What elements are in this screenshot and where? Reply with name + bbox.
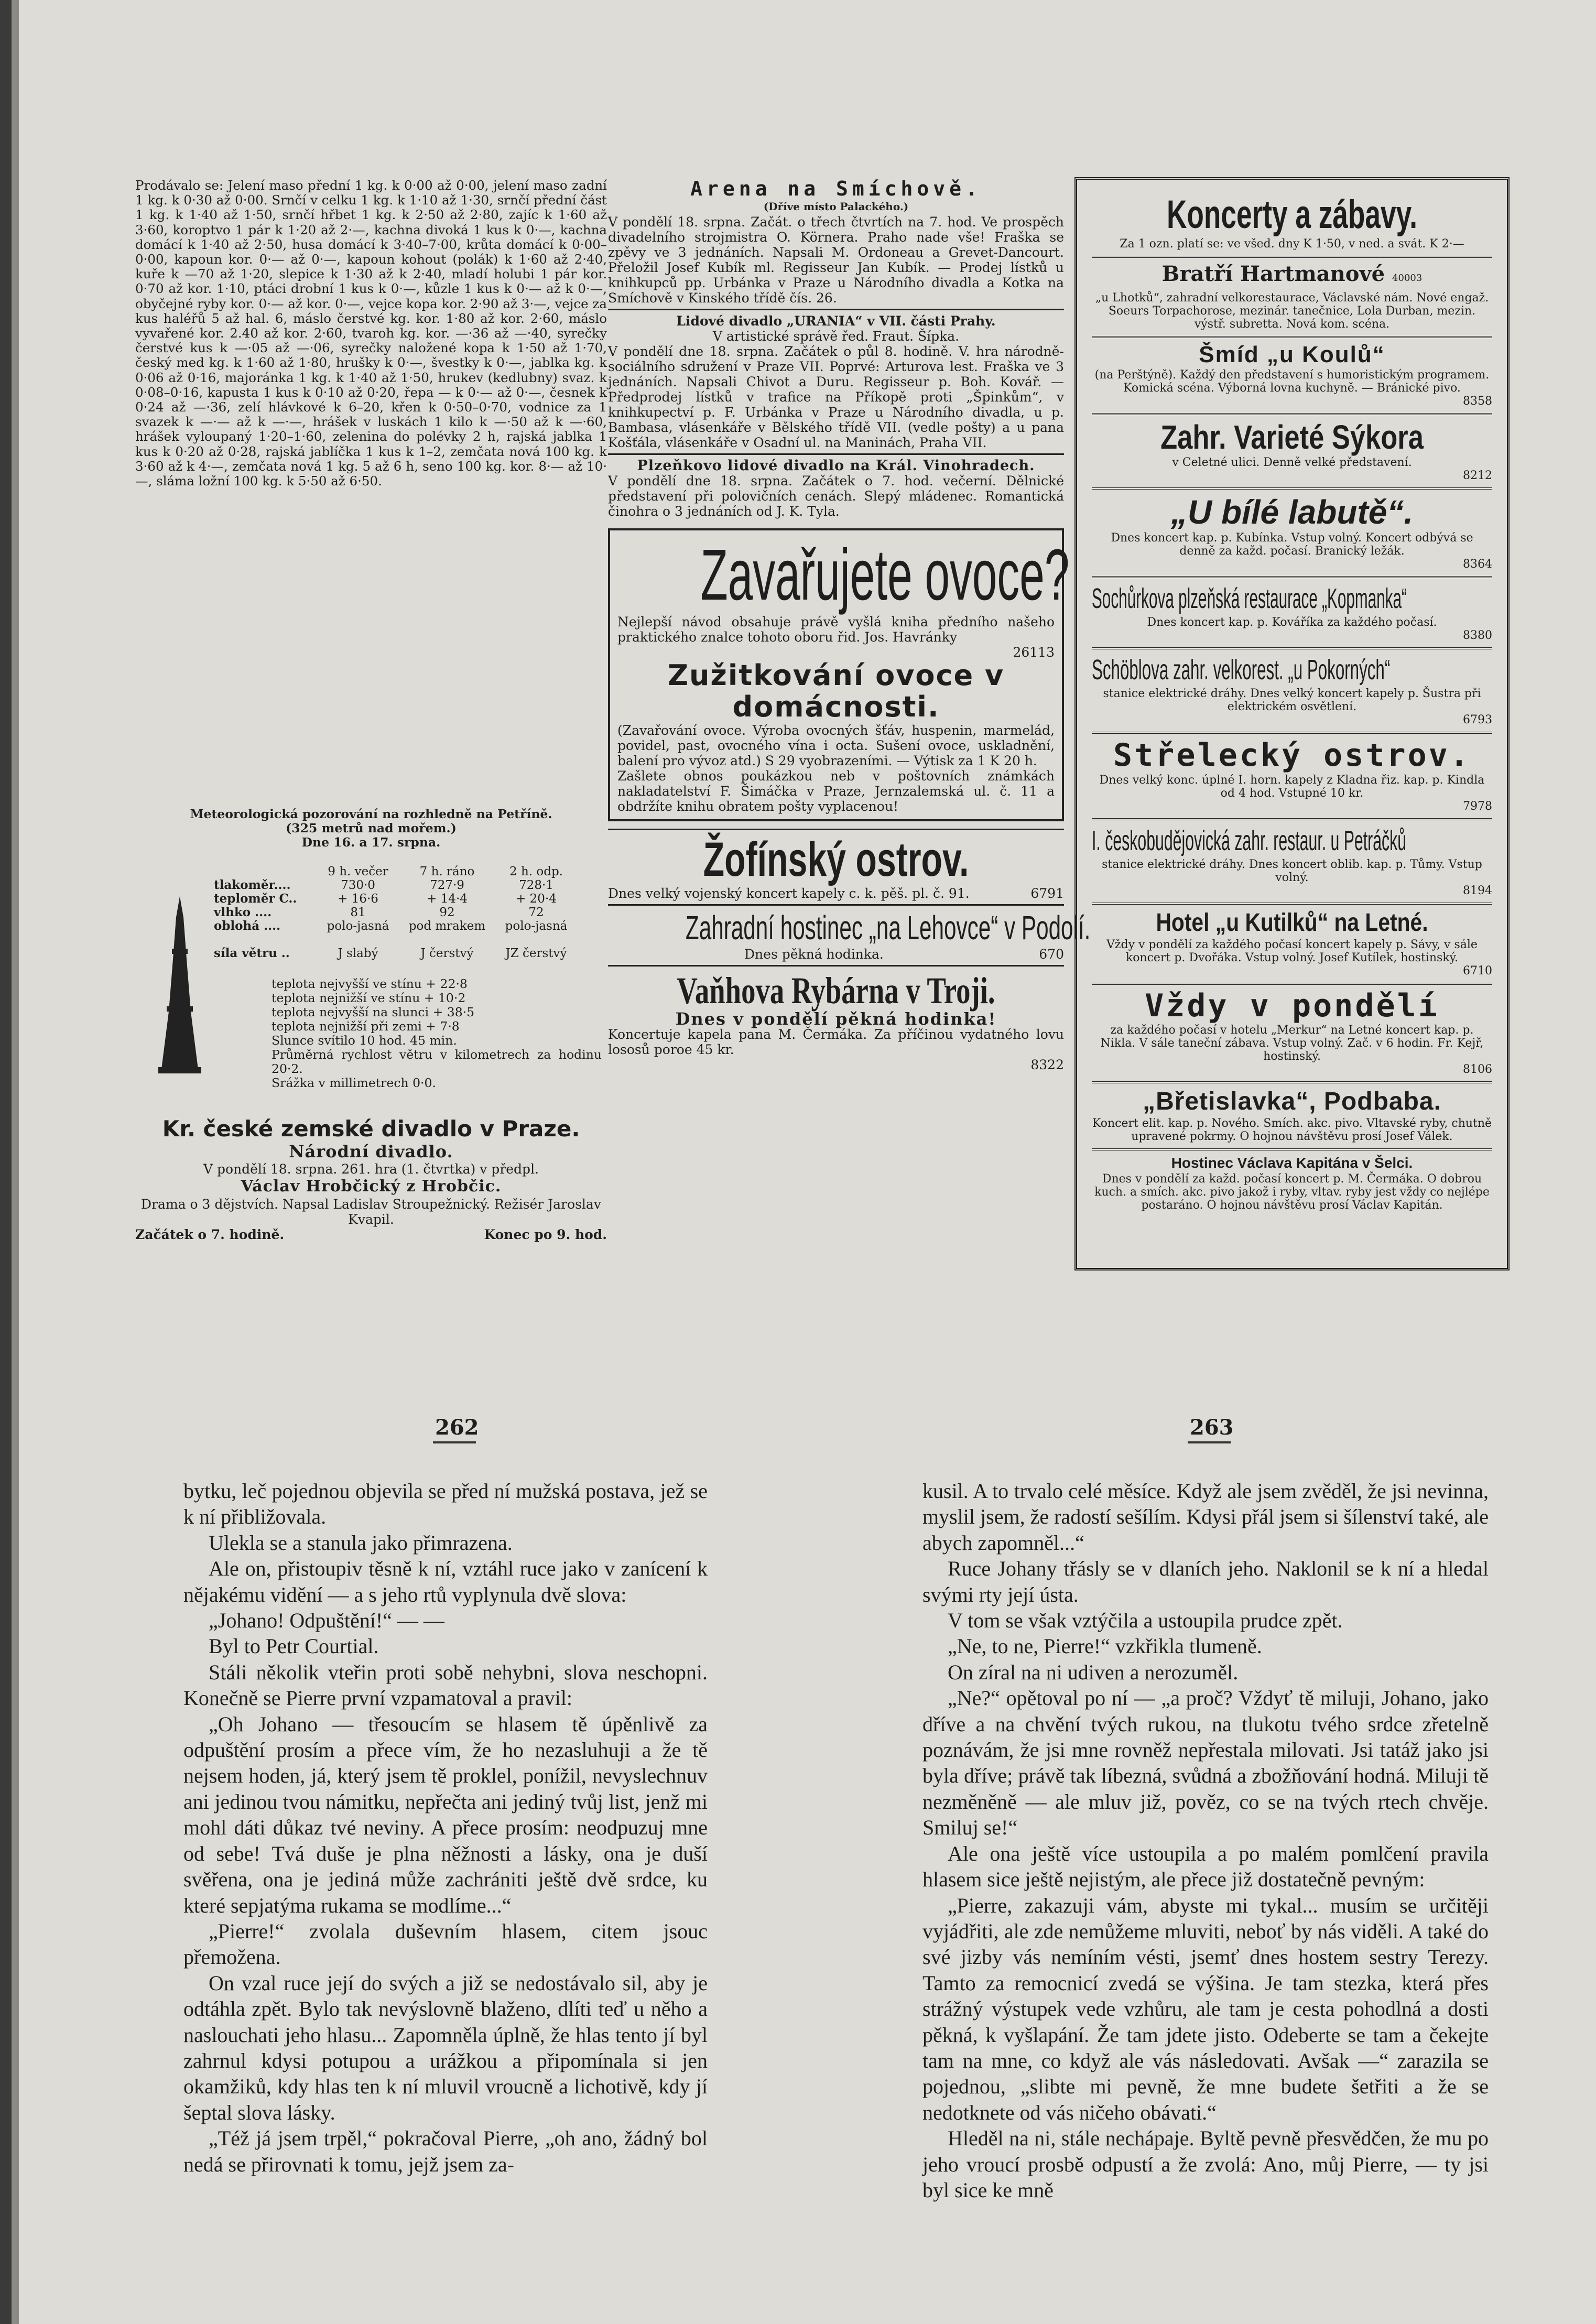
theatre-play: Václav Hrobčický z Hrobčic. bbox=[241, 1177, 502, 1196]
pokorny-ad bbox=[1092, 649, 1492, 734]
labute-text: Dnes koncert kap. p. Kubínka. Vstup volný. Koncert odbývá se denně za každ. počasí. Branický ležák. bbox=[1111, 531, 1473, 558]
meteo-date: Dne 16. a 17. srpna. bbox=[301, 835, 441, 850]
bretislavka-text: Koncert elit. kap. p. Nového. Smích. akc. pivo. Vltavské ryby, chutně upravené pokrmy. O hojnou návštěvu prosí Josef Válek. bbox=[1092, 1117, 1492, 1143]
novel-paragraph: „Johano! Odpuštění!“ — — bbox=[209, 1609, 444, 1633]
smid-title: Šmíd „u Koulů“ bbox=[1199, 342, 1385, 367]
pondeli-ad bbox=[1092, 985, 1492, 1083]
novel-page-left bbox=[183, 1478, 708, 2177]
meteo-cell: JZ čerstvý bbox=[505, 947, 567, 960]
kopmanka-ad bbox=[1092, 578, 1492, 649]
meteo-label: vlhko .... bbox=[214, 905, 272, 919]
kutilek-ad bbox=[1092, 905, 1492, 985]
meteo-table bbox=[214, 865, 602, 1090]
meteo-cell: J čerstvý bbox=[420, 947, 474, 960]
kapitan-text: Dnes v pondělí za každ. počasí koncert p. M. Čermáka. O dobrou kuch. a smích. akc. pivo jakož i ryby, vltav. ryby jest vždy co nejlépe postaráno. O hojnou návštěvu prosí Václav Kapitán. bbox=[1094, 1172, 1490, 1212]
petracek-number: 8194 bbox=[1463, 884, 1492, 897]
kutilek-number: 6710 bbox=[1463, 964, 1492, 978]
meteo-cell: + 20·4 bbox=[516, 892, 557, 906]
zavarujete-title: Zavařujete ovoce? bbox=[700, 535, 1070, 615]
petracek-ad bbox=[1092, 820, 1492, 905]
kopmanka-number: 8380 bbox=[1463, 629, 1492, 642]
meteo-label: teploměr C.. bbox=[214, 892, 297, 906]
koncerty-title: Koncerty a zábavy. bbox=[1166, 192, 1418, 237]
meteo-header: 7 h. ráno bbox=[419, 865, 475, 878]
zuzitkovani-title: Zužitkování ovoce v domácnosti. bbox=[667, 659, 1005, 723]
kopmanka-text: Dnes koncert kap. p. Kováříka za každého počasí. bbox=[1147, 616, 1437, 629]
zofin-number: 6791 bbox=[1030, 886, 1064, 901]
petrin-tower-icon bbox=[156, 896, 203, 1074]
novel-paragraph: On zíral na ni udiven a nerozuměl. bbox=[948, 1660, 1239, 1684]
smid-number: 8358 bbox=[1463, 395, 1492, 408]
meteo-cell: pod mrakem bbox=[408, 919, 486, 933]
meteo-row bbox=[214, 878, 602, 892]
hartman-name: Bratří Hartmanové bbox=[1161, 262, 1385, 286]
bretislavka-title: „Břetislavka“, Podbaba. bbox=[1143, 1088, 1441, 1115]
plzenkovo-text: V pondělí dne 18. srpna. Začátek o 7. hod. večerní. Dělnické představení při polovičních cenách. Slepý mládenec. Romantická činohra o 3 jednáních od J. K. Tyla. bbox=[608, 473, 1064, 519]
meteo-label: oblohá .... bbox=[214, 919, 281, 933]
labute-title: „U bílé labutě“. bbox=[1170, 493, 1414, 531]
divider bbox=[608, 309, 1064, 310]
meteo-row bbox=[214, 947, 602, 974]
pokorny-number: 6793 bbox=[1463, 713, 1492, 726]
pokorny-text: stanice elektrické dráhy. Dnes velký koncert kapely p. Šustra při elektrickém osvětlení. bbox=[1103, 687, 1481, 713]
urania-title: Lidové divadlo „URANIA“ v VII. části Prahy. bbox=[676, 313, 996, 329]
novel-paragraph: Ale on, přistoupiv těsně k ní, vztáhl ruce jako v zanícení k nějakému vidění — a s jeho rtů vyplynula dvě slova: bbox=[183, 1557, 708, 1606]
meteo-title: Meteorologická pozorování na rozhledně na Petříně. bbox=[190, 807, 552, 821]
pondeli-title: Vždy v pondělí bbox=[1145, 987, 1439, 1024]
plzenkovo-title: Plzeňkovo lidové divadlo na Král. Vinohradech. bbox=[637, 458, 1035, 474]
meteo-cell: + 14·4 bbox=[427, 892, 468, 906]
meteo-extra-line: teplota nejvyšší ve stínu + 22·8 bbox=[272, 976, 468, 991]
divider bbox=[608, 829, 1064, 830]
hartman-text: „u Lhotků“, zahradní velkorestaurace, Václavské nám. Nové engaž. Soeurs Torpachorose, mezinár. tanečnice, Lola Durban, mezin. výstř. subretta. Nová kom. scéna. bbox=[1095, 291, 1489, 331]
book-binding bbox=[0, 0, 12, 2324]
theatre-times bbox=[135, 1227, 607, 1242]
meteo-extra-line: Srážka v millimetrech 0·0. bbox=[272, 1076, 436, 1090]
national-theatre bbox=[135, 1116, 607, 1242]
theatre-line2: Drama o 3 dějstvích. Napsal Ladislav Stroupežnický. Režisér Jaroslav Kvapil. bbox=[141, 1197, 601, 1227]
meteo-cell: 72 bbox=[528, 906, 544, 919]
vanhova-text: Dnes v pondělí pěkná hodinka! bbox=[675, 1009, 997, 1029]
novel-page-right bbox=[922, 1478, 1489, 2203]
novel-paragraph: V tom se však vztýčila a ustoupila prudce zpět. bbox=[948, 1609, 1343, 1633]
pokorny-title: Schöblova zahr. velkorest. „u Pokorných“ bbox=[1092, 654, 1391, 686]
novel-paragraph: bytku, leč pojednou objevila se před ní mužská postava, jež se k ní přibližovala. bbox=[183, 1479, 708, 1529]
arena-text: V pondělí 18. srpna. Začát. o třech čtvrtích na 7. hod. Ve prospěch divadelního strojmistra O. Körnera. Praho nade vše! Fraška se zpěvy ve 3 jednáních. Napsali M. Ordoneau a Grevet-Dancourt. Přeložil Josef Kubík ml. Regisseur Jan Kubík. — Prodej lístků u knihkupců pp. Urbánka v Praze u Národního divadla a Kotka na Smíchově v Kinského třídě čís. 26. bbox=[608, 214, 1064, 306]
meteo-extra bbox=[214, 977, 602, 1090]
vanhova-title: Vaňhova Rybárna v Troji. bbox=[677, 970, 995, 1012]
sykora-ad bbox=[1092, 415, 1492, 490]
page-number-right: 263 bbox=[1190, 1415, 1234, 1440]
theatre-subtitle: Národní divadlo. bbox=[289, 1142, 453, 1161]
novel-paragraph: „Pierre, zakazuji vám, abyste mi tykal... musím se určitěji vyjádřiti, ale zde nemůžeme mluviti, neboť by nás viděli. A také do své jizby vás nemíním vésti, jsemť dnes hostem sestry Terezy. Tamto za remocnicí zvedá se výšina. Je tam stezka, která přes strážný výstupek vede vzhůru, ale tam je cesta pohodlná a dosti pěkná, k vyšlapání. Že tam jdete jisto. Odeberte se tam a čekejte tam na mne, co když ale vás následovati. Avšak —“ zarazila se pojednou, „slibte mi pevně, že mne budete šetřiti a že se nedotknete od vás ničeho obávati.“ bbox=[922, 1893, 1489, 2124]
meteo-header: 2 h. odp. bbox=[509, 865, 563, 878]
concerts-column bbox=[1074, 177, 1510, 1270]
kutilek-text: Vždy v pondělí za každého počasí koncert kapely p. Sávy, v sále koncert p. Dvořáka. Vstup volný. Josef Kutílek, hostinský. bbox=[1106, 938, 1478, 964]
petracek-text: stanice elektrické dráhy. Dnes koncert oblib. kap. p. Tůmy. Vstup volný. bbox=[1102, 858, 1482, 884]
vanhova-text2: Koncertuje kapela pana M. Čermáka. Za příčinou vydatného lovu lososů poroe 45 kr. bbox=[608, 1027, 1064, 1057]
kapitan-ad bbox=[1092, 1150, 1492, 1212]
meteo-row bbox=[214, 906, 602, 919]
meteo-extra-line: Průměrná rychlost větru v kilometrech za hodinu 20·2. bbox=[272, 1047, 602, 1076]
meteo-cell: 730·0 bbox=[341, 878, 375, 892]
pondeli-text: za každého počasí v hotelu „Merkur“ na Letné koncert kap. p. Nikla. V sále taneční zábava. Vstup volný. Zač. v 6 hodin. Fr. Kejř, hostinský. bbox=[1100, 1024, 1484, 1063]
market-text: Prodávalo se: Jelení maso přední 1 kg. k 0·00 až 0·00, jelení maso zadní 1 kg. k 0·30 až 0·00. Srnčí v celku 1 kg. k 1·10 až 1·30, srnčí přední část 1 kg. k 1·40 až 1·50, srnčí hřbet 1 kg. k 2·50 až 2·80, zajíc k 1·60 až 3·60, koroptvo 1 pár k 1·20 až 2·—, kachna divoká 1 kus k 0·—, kachna domácí k 1·40 až 2·50, husa domácí k 3·40–7·00, krůta domácí k 0·00–0·00, kapoun kor. 0·— až 0·—, kapoun kohout (polák) k 1·60 až 2·40, kuře k —70 až 1·20, slepice k 1·30 až k 2·40, mladí holubi 1 pár kor. 0·70 až kor. 1·10, ptáci drobní 1 kus k 0·—, kůzle 1 kus k 0·— až k 0·—, obyčejné ryby kor. 0·— až kor. 0·—, vejce kopa kor. 2·90 až 3·—, vejce za kus haléřů 5 až hal. 6, máslo čerstvé kg. kor. 1·80 až kor. 2·60, máslo vyvařené kor. 2.40 až kor. 2·60, tvaroh kg. kor. —·36 až —·40, syrečky čerstvé kus k —·05 až —·06, syrečky naložené kopa k 1·50 až 1·70, český med kg. k 1·60 až 1·80, hrušky k 0·—, švestky k 0·—, jablka kg. k 0·06 až 0·16, majoránka 1 kg. k 1·40 až 1·50, hrukev (kedlubny) svaz. k 0·08–0·16, kapusta 1 kus k 0·10 až 0·20, řepa — k 0·— až 0·—, česnek k 0·24 až —·36, zelí hlávkové k 6–20, křen k 0·50–0·70, vodnice za 1 svazek k —·— až k —·—, hrášek v luskách 1 kilo k —·50 až k —·60, hrášek vyloupaný 1·20–1·60, zelenina do polévky 2 h, rajská jablka 1 kus k 0·20 až 0·28, rajská jablíčka 1 kus k 1–2, zemčata nová 100 kg. k 3·60 až k 4·—, zemčata nová 1 kg. 5 až 6 h, seno 100 kg. kor. 8·— až 10·—, sláma ložní 100 kg. k 5·50 až 6·50. bbox=[135, 178, 607, 489]
meteo-label: tlakoměr.... bbox=[214, 878, 291, 892]
meteo-section bbox=[135, 807, 607, 1090]
strelecky-number: 7978 bbox=[1463, 800, 1492, 813]
novel-paragraph: „Ne?“ opětoval po ní — „a proč? Vždyť tě miluji, Johano, jako dříve a na chvění tvých rukou, na tlukotu tvého srdce zřetelně poznávám, že jsi mne rovněž nepřestala milovati. Jsi tatáž jako jsi byla dříve; právě tak líbezná, svůdná a zbožňování hodná. Miluji tě nezměněně — ale mluv již, pověz, co se na tvých rtech chvěje. Smiluj se!“ bbox=[922, 1686, 1489, 1840]
book-binding-edge bbox=[12, 0, 19, 2324]
market-report bbox=[135, 178, 607, 488]
strelecky-ad bbox=[1092, 734, 1492, 820]
divider bbox=[608, 904, 1064, 906]
middle-ads-column bbox=[608, 177, 1091, 1072]
petracek-title: I. českobudějovická zahr. restaur. u Petráčků bbox=[1092, 825, 1407, 856]
page-number-left: 262 bbox=[435, 1415, 479, 1440]
kopmanka-title: Sochůrkova plzeňská restaurace „Kopmanka“ bbox=[1092, 583, 1407, 614]
novel-paragraph: Stáli několik vteřin proti sobě nehybni, slova neschopni. Konečně se Pierre první vzpamatoval a pravil: bbox=[183, 1660, 708, 1710]
novel-paragraph: „Oh Johano — třesoucím se hlasem tě úpěnlivě za odpuštění prosím a přece vím, že ho nezasluhuji a že tě nejsem hoden, já, který jsem tě proklel, ponížil, nevyslechnuv ani jedinou tvou námitku, nepřečta ani jediný tvůj list, jenž mi mohl dáti důkaz tvé neviny. A přece prosím: neodpuzuj mne od sebe! Tvá duše je plna něžnosti a lásky, ona je duší svěřena, ona je jediná může zachrániti ještě dvě srdce, ku které sepjatýma rukama se modlíme...“ bbox=[183, 1712, 708, 1917]
theatre-title: Kr. české zemské divadlo v Praze. bbox=[162, 1116, 580, 1142]
vanhova-number: 8322 bbox=[1030, 1057, 1064, 1072]
urania-sub: V artistické správě řed. Fraut. Šípka. bbox=[712, 329, 960, 344]
zavarujete-ad bbox=[608, 528, 1070, 821]
novel-paragraph: Ulekla se a stanula jako přimrazena. bbox=[209, 1530, 513, 1555]
lehovce-text: Dnes pěkná hodinka. bbox=[744, 947, 884, 962]
sykora-title: Zahr. Varieté Sýkora bbox=[1160, 418, 1424, 456]
sykora-number: 8212 bbox=[1463, 469, 1492, 482]
strelecky-title: Střelecký ostrov. bbox=[1113, 737, 1471, 774]
novel-paragraph: Hleděl na ni, stále nechápaje. Byltě pevně přesvědčen, že mu po jeho vroucí prosbě odpustí a že zvolá: Ano, můj Pierre, — ty jsi byl sice ke mně bbox=[922, 2126, 1489, 2202]
arena-sub: (Dříve místo Palackého.) bbox=[763, 200, 909, 213]
arena-title: Arena na Smíchově. bbox=[690, 177, 982, 200]
novel-paragraph: „Pierre!“ zvolala duševním hlasem, citem jsouc přemožena. bbox=[183, 1919, 708, 1969]
meteo-cell: + 16·6 bbox=[338, 892, 378, 906]
meteo-extra-line: teplota nejvyšší na slunci + 38·5 bbox=[272, 1005, 475, 1019]
koncerty-header bbox=[1092, 189, 1492, 258]
lehovce-number: 670 bbox=[1039, 947, 1064, 962]
koncerty-sub: Za 1 ozn. platí se: ve všed. dny K 1·50, v ned. a svát. K 2·— bbox=[1120, 237, 1464, 251]
meteo-label: síla větru .. bbox=[214, 946, 290, 960]
lehovce-title: Zahradní hostinec „na Lehovce“ v Podolí. bbox=[685, 909, 1091, 947]
novel-paragraph: kusil. A to trvalo celé měsíce. Když ale jsem zvěděl, že jsi nevinna, myslil jsem, že radostí sešílím. Kdysi přál jsem si šílenství také, ale abych zapomněl...“ bbox=[922, 1479, 1489, 1555]
lehovce-row bbox=[608, 947, 1064, 962]
kutilek-title: Hotel „u Kutilků“ na Letné. bbox=[1156, 909, 1428, 937]
page-number-underline bbox=[433, 1441, 476, 1443]
zofin-title: Žofínský ostrov. bbox=[703, 833, 969, 886]
hartman-ad bbox=[1092, 258, 1492, 338]
smid-text: (na Perštýně). Každý den představení s humoristickým programem. Komická scéna. Výborná lovna kuchyně. — Bránické pivo. bbox=[1094, 368, 1490, 395]
theatre-line1: V pondělí 18. srpna. 261. hra (1. čtvrtka) v předpl. bbox=[203, 1161, 539, 1177]
smid-ad bbox=[1092, 338, 1492, 415]
novel-paragraph: Byl to Petr Courtial. bbox=[209, 1634, 379, 1658]
meteo-extra-line: teplota nejnižší při zemi + 7·8 bbox=[272, 1019, 460, 1034]
divider bbox=[608, 453, 1064, 455]
novel-paragraph: „Ne, to ne, Pierre!“ vzkřikla tlumeně. bbox=[948, 1634, 1262, 1658]
meteo-extra-line: teplota nejnižší ve stínu + 10·2 bbox=[272, 991, 466, 1005]
meteo-cell: 728·1 bbox=[519, 878, 553, 892]
meteo-row bbox=[214, 892, 602, 906]
labute-number: 8364 bbox=[1463, 558, 1492, 571]
novel-paragraph: On vzal ruce její do svých a již se nedostávalo sil, aby je odtáhla zpět. Bylo tak nevýslovně blaženo, dlíti teď u něho a naslouchati jeho hlasu... Zapomněla úplně, že hlas tento jí byl zahrnul kdysi potupou a urážkou a připomínala si jen okamžiků, kdy hlas ten k ní mluvil vroucně a lichotivě, kdy jí šeptal slova lásky. bbox=[183, 1971, 708, 2124]
novel-paragraph: Ale ona ještě více ustoupila a po malém pomlčení pravila hlasem sice ještě nejistým, ale přece již dostatečně pevným: bbox=[922, 1841, 1489, 1892]
zuzitkovani-text2: Zašlete obnos poukázkou neb v poštovních známkách nakladatelství F. Šimáčka v Praze, Jernzalemská ul. č. 11 a obdržíte knihu obratem pošty vyplacenou! bbox=[617, 768, 1055, 814]
zavarujete-number: 26113 bbox=[1013, 645, 1055, 660]
hartman-number: 40003 bbox=[1392, 273, 1423, 284]
strelecky-text: Dnes velký konc. úplné I. horn. kapely z Kladna řiz. kap. p. Kindla od 4 hod. Vstupné 10 kr. bbox=[1099, 774, 1485, 800]
page-number-underline bbox=[1188, 1441, 1231, 1443]
meteo-cell: 81 bbox=[350, 906, 366, 919]
pondeli-number: 8106 bbox=[1463, 1063, 1492, 1076]
meteo-extra-line: Slunce svítilo 10 hod. 45 min. bbox=[272, 1033, 457, 1048]
bretislavka-ad bbox=[1092, 1083, 1492, 1150]
novel-paragraph: „Též já jsem trpěl,“ pokračoval Pierre, „oh ano, žádný bol nedá se přirovnati k tomu, jejž jsem za- bbox=[183, 2126, 708, 2176]
labute-ad bbox=[1092, 490, 1492, 578]
theatre-start: Začátek o 7. hodině. bbox=[135, 1227, 285, 1242]
meteo-cell: polo-jasná bbox=[327, 919, 389, 933]
meteo-subtitle: (325 metrů nad mořem.) bbox=[286, 821, 457, 835]
hartman-title bbox=[1092, 261, 1492, 291]
urania-text: V pondělí dne 18. srpna. Začátek o půl 8. hodině. V. hra národně-sociálního sdružení v Praze VII. Poprvé: Arturova lest. Fraška ve 3 jednáních. Napsali Chivot a Duru. Regisseur p. Boh. Kovář. — Předprodej lístků v trafice na Příkopě proti „Špinkům“, v knihkupectví p. F. Urbánka v Praze u Národního divadla, u p. Bambasa, vlásenkáře v Bělského třídě VII. (vedle pošty) a u pana Košťála, vlásenkáře v Osadní ul. na Maninách, Praha VII. bbox=[608, 344, 1064, 450]
divider bbox=[608, 965, 1064, 966]
kapitan-title: Hostinec Václava Kapitána v Šelci. bbox=[1171, 1155, 1413, 1171]
zofin-text: Dnes velký vojenský koncert kapely c. k. pěš. pl. č. 91. bbox=[608, 886, 970, 901]
theatre-end: Konec po 9. hod. bbox=[484, 1227, 607, 1242]
meteo-cell: 727·9 bbox=[430, 878, 464, 892]
novel-paragraph: Ruce Johany třásly se v dlaních jeho. Naklonil se k ní a hledal svými rty její ústa. bbox=[922, 1557, 1489, 1606]
meteo-cell: J slabý bbox=[338, 947, 378, 960]
zavarujete-text: Nejlepší návod obsahuje právě vyšlá kniha předního našeho praktického znalce tohoto oboru řid. Jos. Havránky bbox=[617, 614, 1055, 645]
meteo-row bbox=[214, 919, 602, 947]
meteo-header-row bbox=[214, 865, 602, 878]
sykora-text: v Celetné ulici. Denně velké představení. bbox=[1172, 456, 1412, 469]
zuzitkovani-text: (Zavařování ovoce. Výroba ovocných šťáv, huspenin, marmelád, povidel, past, ovocného vína i octa. Sušení ovoce, uskladnění, balení pro vývoz atd.) S 29 vyobrazeními. — Výtisk za 1 K 20 h. bbox=[617, 723, 1055, 768]
meteo-cell: polo-jasná bbox=[505, 919, 568, 933]
meteo-cell: 92 bbox=[439, 906, 455, 919]
zofin-row bbox=[608, 886, 1064, 901]
meteo-header: 9 h. večer bbox=[328, 865, 388, 878]
